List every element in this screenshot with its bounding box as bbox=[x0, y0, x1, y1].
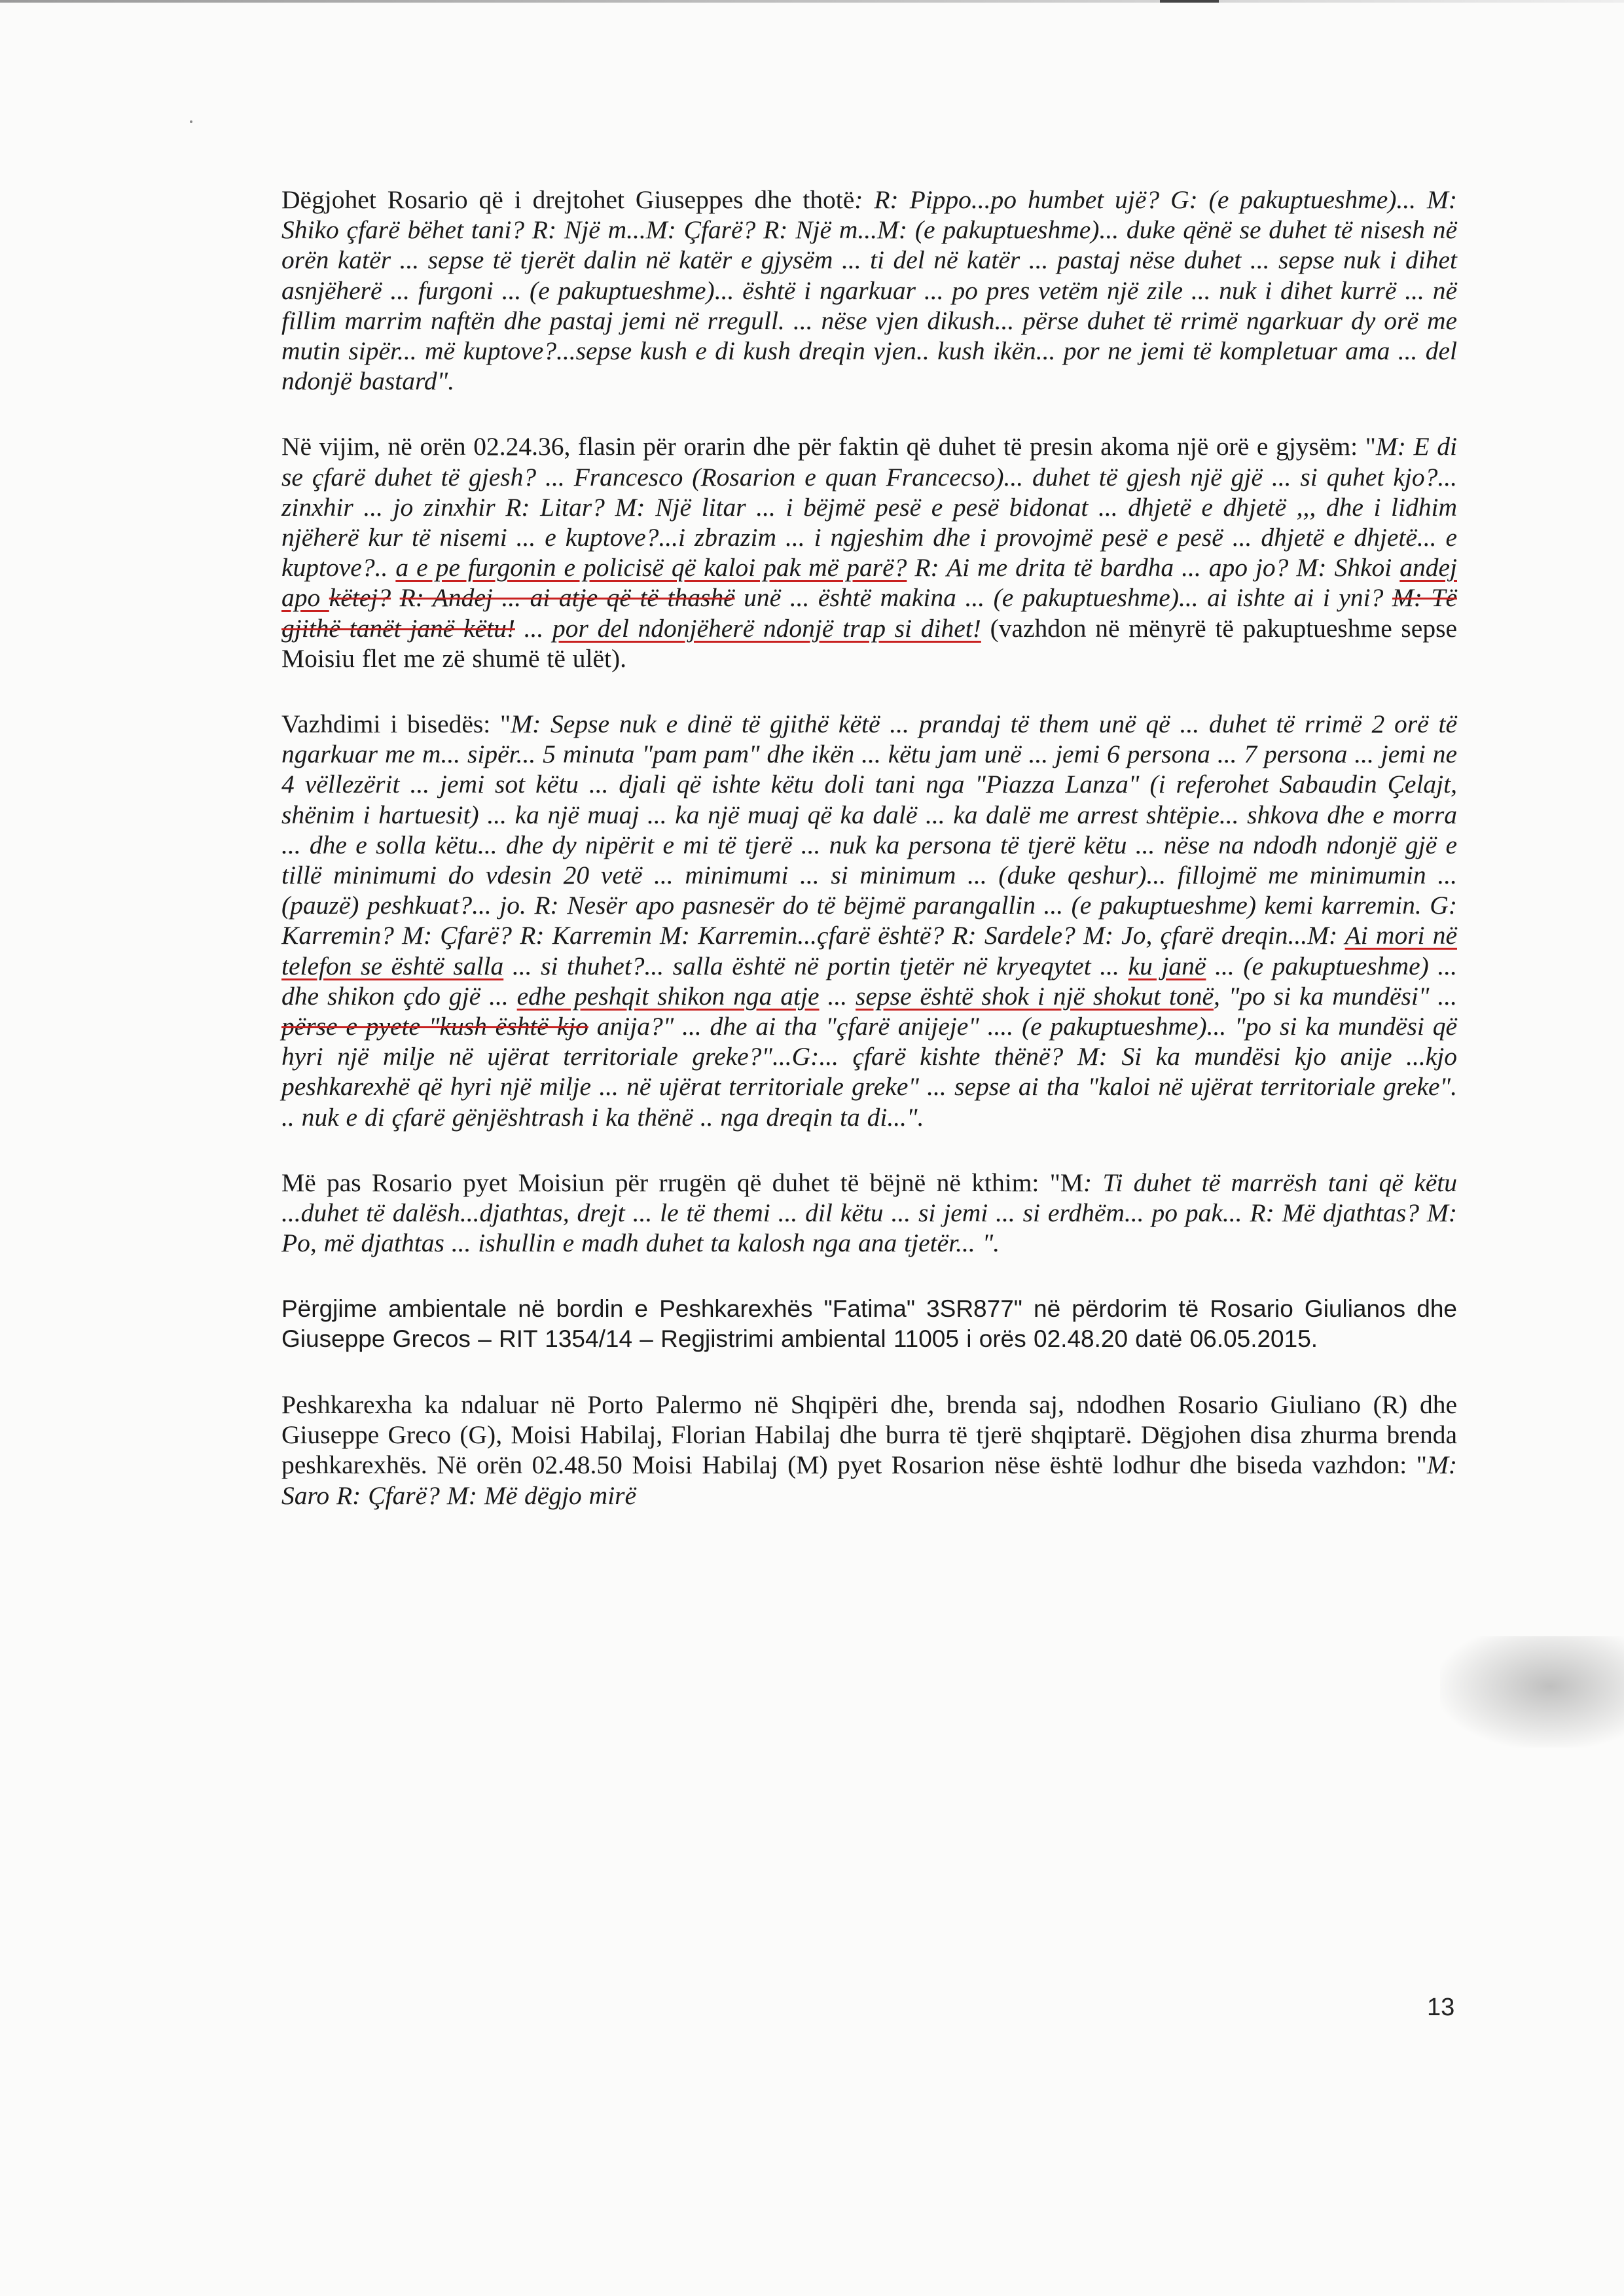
paragraph-porto-palermo bbox=[281, 1390, 1457, 1511]
text-run: Vazhdimi i bisedës: " bbox=[281, 709, 511, 739]
text-run: por del ndonjëherë ndonjë trap si dihet! bbox=[552, 613, 981, 643]
scan-speck bbox=[190, 120, 192, 123]
text-run: anija?" ... dhe ai tha "çfarë anijeje" .... (e pakuptueshme)... "po si ka mundësi që hyri një milje në ujërat territoriale greke?"...G:... çfarë kishte thënë? M: Si ka mundësi kjo anije ...kjo peshkarexhë që hyri një milje ... në ujërat territoriale greke" ... sepse ai tha "kaloi në ujërat territoriale greke". .. nuk e di çfarë gënjështrash i ka thënë .. nga dreqin ta di...". bbox=[281, 1012, 1457, 1132]
text-run: Përgjime ambientale në bordin e Peshkarexhës "Fatima" 3SR877" në përdorim të Rosario Giulianos dhe Giuseppe Grecos – RIT 1354/14 – Regjistrimi ambiental 11005 i orës 02.48.20 datë 06.05.2015. bbox=[281, 1295, 1457, 1352]
text-run: Peshkarexha ka ndaluar në Porto Palermo në Shqipëri dhe, brenda saj, ndodhen Rosario Giuliano (R) dhe Giuseppe Greco (G), Moisi Habilaj, Florian Habilaj dhe burra të tjerë shqiptarë. Dëgjohen disa zhurma brenda peshkarexhës. Në orën 02.48.50 Moisi Habilaj (M) pyet Rosarion nëse është lodhur dhe biseda vazhdon: " bbox=[281, 1390, 1457, 1480]
text-run: këtej? bbox=[329, 583, 391, 613]
text-run: ku janë bbox=[1128, 951, 1206, 980]
paragraph-pergjime-ambientale bbox=[281, 1294, 1457, 1354]
text-run: andej apo bbox=[281, 553, 1457, 613]
text-run: : R: Pippo...po humbet ujë? G: (e pakuptueshme)... M: Shiko çfarë bëhet tani? R: Një m...M: Çfarë? R: Një m...M: (e pakuptueshme)... duke qënë se duhet të nisesh në orën katër ... sepse të tjerët dalin në katër e gjysëm ... ti del në katër ... pastaj nëse duhet ... sepse nuk i dihet asnjëherë ... furgoni ... (e pakuptueshme)... është i ngarkuar ... po pres vetëm një zile ... nuk i dihet kurrë ... në fillim marrim naftën dhe pastaj jemi në rregull. ... nëse vjen dikush... përse duhet të rrimë ngarkuar dy orë me mutin sipër... më kuptove?...sepse kush e di kush dreqin vjen.. kush ikën... por ne jemi të kompletuar ama ... del ndonjë bastard". bbox=[281, 185, 1457, 396]
text-run: a e pe furgonin e policisë që kaloi pak më parë? bbox=[395, 553, 907, 583]
paragraph-rosario-giuseppe bbox=[281, 185, 1457, 396]
text-run: ... si thuhet?... salla është në portin tjetër në kryeqytet ... bbox=[503, 951, 1128, 980]
text-run: unë ... është makina ... (e pakuptueshme)... ai ishte ai i yni? bbox=[734, 583, 1392, 613]
text-run bbox=[391, 583, 400, 612]
text-run: , "po si ka mundësi" ... bbox=[1213, 981, 1457, 1011]
text-run: M: E di se çfarë duhet të gjesh? ... Francesco (Rosarion e quan Francecso)... duhet të gjesh një gjë ... si quhet kjo?... zinxhir ... jo zinxhir R: Litar? M: Një litar ... i bëjmë pesë e pesë bidonat ... dhjetë e dhjetë ,,, dhe i lidhim njëherë kur të nisemi ... e kuptove?...i zbrazim ... i ngjeshim dhe i provojmë pesë e pesë ... dhjetë e dhjetë... e kuptove?.. bbox=[281, 432, 1457, 583]
text-run: ... (e pakuptueshme) ... dhe shikon çdo gjë ... bbox=[281, 951, 1457, 1011]
document-body bbox=[281, 185, 1457, 1546]
text-run: sepse është shok i një shokut tonë bbox=[856, 981, 1214, 1011]
text-run: M: Të gjithë tanët janë këtu! bbox=[281, 583, 1457, 643]
text-run: ... bbox=[819, 981, 856, 1011]
scan-mark bbox=[1160, 0, 1219, 3]
text-run: përse e pyete "kush është kjo bbox=[281, 1012, 588, 1041]
text-run: Në vijim, në orën 02.24.36, flasin për orarin dhe për faktin që duhet të presin akoma një orë e gjysëm: " bbox=[281, 432, 1376, 461]
text-run: edhe peshqit shikon nga atje bbox=[516, 981, 820, 1011]
paragraph-vazhdimi-bisedes bbox=[281, 709, 1457, 1132]
text-run: R: Ai me drita të bardha ... apo jo? M: Shkoi bbox=[907, 553, 1400, 583]
text-run: R: Andej ... ai atje që të thashë bbox=[399, 583, 735, 613]
page-number: 13 bbox=[1427, 1994, 1455, 2021]
text-run: Ai mori në telefon se është salla bbox=[281, 921, 1457, 980]
scan-top-edge bbox=[0, 0, 1624, 3]
text-run: Më pas Rosario pyet Moisiun për rrugën që duhet të bëjnë në kthim: "M bbox=[281, 1168, 1084, 1197]
text-run: M: Saro R: Çfarë? M: Më dëgjo mirë bbox=[281, 1450, 1457, 1510]
text-run: M: Sepse nuk e dinë të gjithë këtë ... prandaj të them unë që ... duhet të rrimë 2 orë të ngarkuar me m... sipër... 5 minuta "pam pam" dhe ikën ... këtu jam unë ... jemi 6 persona ... 7 persona ... jemi ne 4 vëllezërit ... jemi sot këtu ... djali që ishte këtu doli tani nga "Piazza Lanza" (i referohet Sabaudin Çelajt, shënim i hartuesit) ... ka një muaj ... ka një muaj që ka dalë ... ka dalë me arrest shtëpie... shkova dhe e morra ... dhe e solla këtu... dhe dy nipërit e mi të tjerë ... nuk ka persona të tjerë këtu ... nëse na ndodh ndonjë gjë e tillë minimumi do vdesin 20 vetë ... minimumi ... si minimum ... (duke qeshur)... fillojmë me minimumin ... (pauzë) peshkuat?... jo. R: Nesër apo pasnesër do të bëjmë parangallin ... (e pakuptueshme) kemi karremin. G: Karremin? M: Çfarë? R: Karremin M: Karremin...çfarë është? R: Sardele? M: Jo, çfarë dreqin...M: bbox=[281, 709, 1457, 950]
text-run: : Ti duhet të marrësh tani që këtu ...duhet të dalësh...djathtas, drejt ... le të themi ... dil këtu ... si jemi ... si erdhëm... po pak... R: Më djathtas? M: Po, më djathtas ... ishullin e madh duhet ta kalosh nga ana tjetër... ". bbox=[281, 1168, 1457, 1258]
paragraph-orari bbox=[281, 431, 1457, 673]
text-run: (vazhdon në mënyrë të pakuptueshme sepse Moisiu flet me zë shumë të ulët). bbox=[281, 613, 1457, 673]
paragraph-rruga-kthimit bbox=[281, 1168, 1457, 1259]
text-run: Dëgjohet Rosario që i drejtohet Giuseppes dhe thotë bbox=[281, 185, 855, 214]
text-run: ... bbox=[514, 613, 553, 643]
scan-smudge bbox=[1440, 1636, 1624, 1748]
